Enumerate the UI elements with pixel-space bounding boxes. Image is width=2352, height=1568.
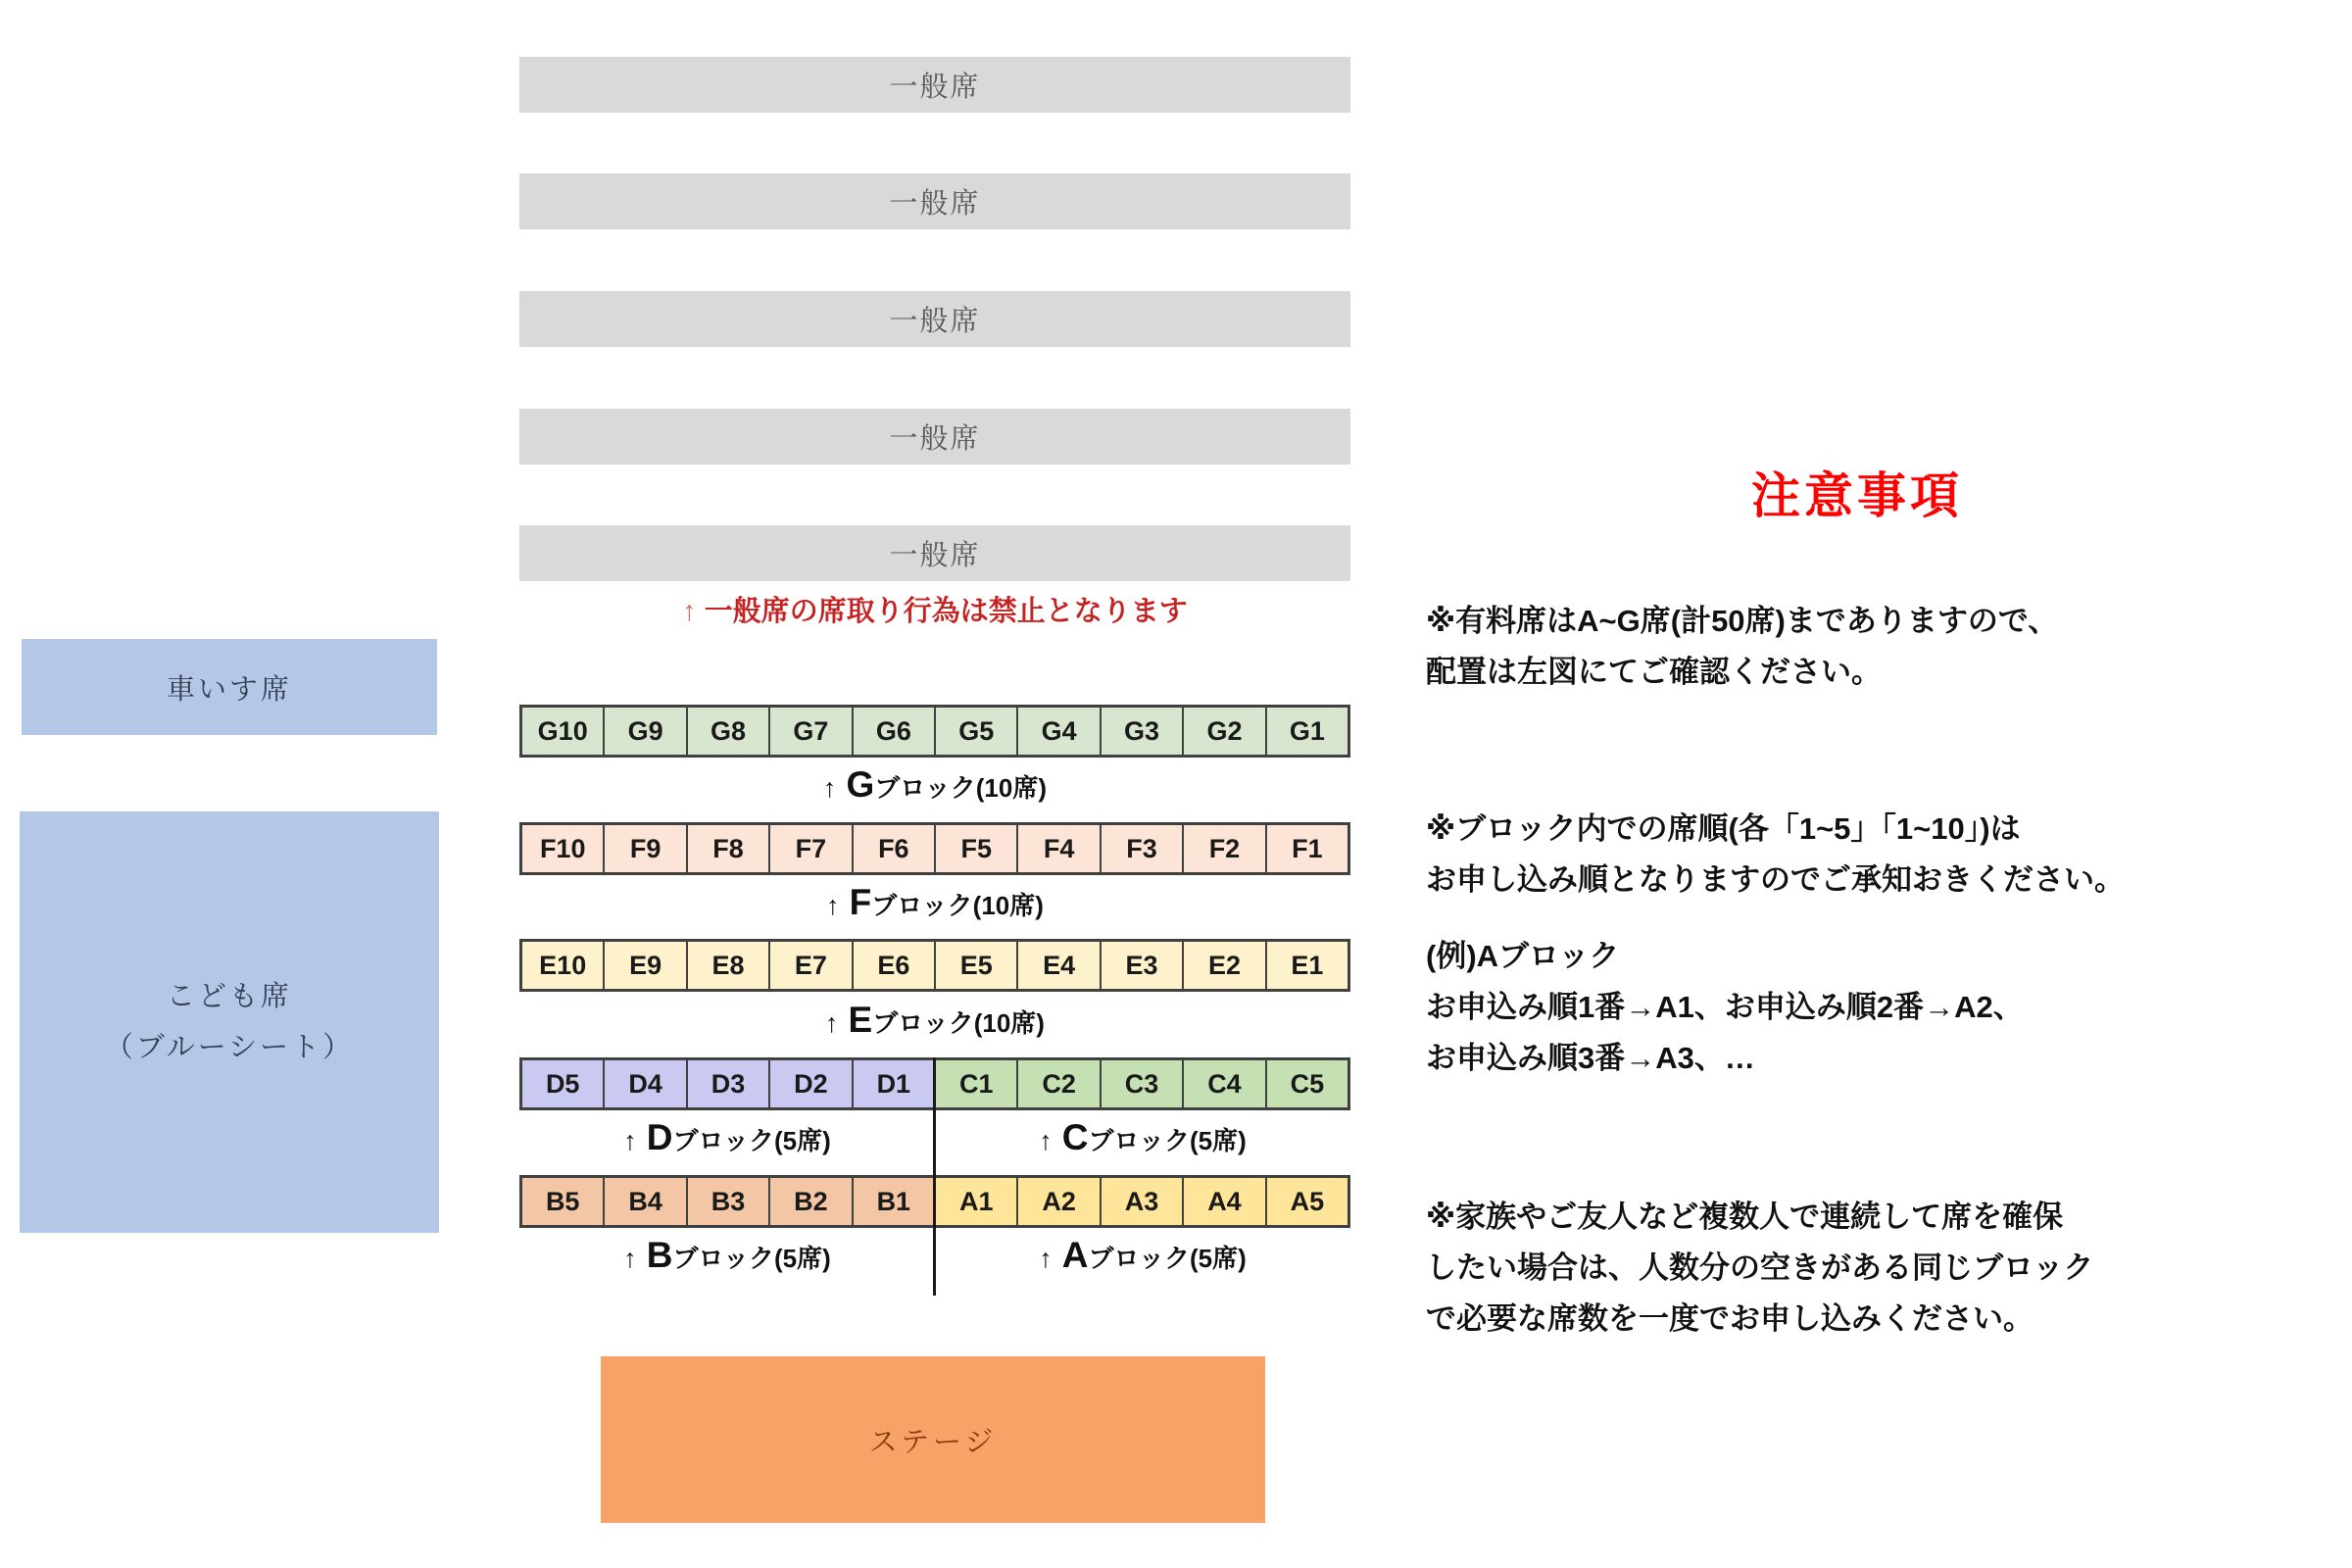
seat-cell-g6: G6 [852,708,934,755]
block-label-d [519,1117,935,1160]
block-label-b [519,1235,935,1278]
seat-cell-e5: E5 [934,942,1016,989]
block-label-c [935,1117,1350,1160]
block-letter: B [646,1235,673,1275]
seat-cell-d5: D5 [522,1060,603,1107]
general-seat-bar [519,291,1350,347]
note-line: お申込み順1番→A1、お申込み順2番→A2、 [1426,990,2024,1024]
seat-cell-g9: G9 [603,708,685,755]
seat-cell-a4: A4 [1182,1178,1264,1225]
seat-cell-b3: B3 [686,1178,768,1225]
stage-box [601,1356,1265,1523]
no-seat-saving-notice [519,589,1350,629]
seat-cell-f3: F3 [1100,825,1182,872]
seat-cell-d3: D3 [686,1060,768,1107]
wheelchair-seats-box [22,639,437,735]
general-seat-label: 一般席 [889,188,981,220]
general-seat-bar [519,57,1350,113]
seat-cell-g2: G2 [1182,708,1264,755]
seat-cell-g10: G10 [522,708,603,755]
seat-cell-f2: F2 [1182,825,1264,872]
seat-cell-g4: G4 [1016,708,1099,755]
seat-cell-g8: G8 [686,708,768,755]
seat-cell-f8: F8 [686,825,768,872]
block-suffix: ブロック(5席) [672,1126,831,1155]
block-suffix: ブロック(10席) [872,1008,1045,1038]
note-paragraph-4 [1426,1192,2352,1345]
block-letter: F [849,882,872,922]
stage-label: ステージ [868,1426,998,1458]
general-seat-label: 一般席 [889,72,981,103]
note-line: お申し込み順となりますのでご承知おきください。 [1426,862,2125,897]
seat-cell-f7: F7 [768,825,851,872]
seat-cell-f6: F6 [852,825,934,872]
block-letter: C [1061,1117,1089,1157]
notice-text: 一般席の席取り行為は禁止となります [704,596,1188,627]
seat-cell-e1: E1 [1265,942,1348,989]
note-line: お申込み順3番→A3、… [1426,1041,1755,1075]
note-line: (例)Aブロック [1426,939,1620,973]
general-seat-label: 一般席 [889,423,981,455]
seat-cell-e3: E3 [1100,942,1182,989]
seat-cell-e9: E9 [603,942,685,989]
seat-cell-c2: C2 [1016,1060,1099,1107]
seat-cell-c3: C3 [1100,1060,1182,1107]
seat-cell-f1: F1 [1265,825,1348,872]
seat-row-g [519,705,1350,758]
children-seats-sublabel: （ブルーシート） [104,1032,355,1063]
block-suffix: ブロック(5席) [1088,1126,1247,1155]
seat-cell-e7: E7 [768,942,851,989]
wheelchair-seats-label: 車いす席 [166,673,292,706]
block-label-f [519,882,1350,925]
general-seat-bar [519,173,1350,229]
seat-cell-a2: A2 [1016,1178,1099,1225]
seat-cell-g3: G3 [1100,708,1182,755]
note-paragraph-1 [1426,596,2352,698]
seat-cell-c1: C1 [934,1060,1016,1107]
up-arrow-icon: ↑ [623,1244,637,1273]
block-letter: A [1061,1235,1089,1275]
seat-cell-f5: F5 [934,825,1016,872]
seat-cell-g7: G7 [768,708,851,755]
seat-cell-a3: A3 [1100,1178,1182,1225]
note-line: したい場合は、人数分の空きがある同じブロック [1426,1250,2094,1285]
block-letter: G [846,764,875,805]
seat-row-f [519,822,1350,875]
seat-cell-f10: F10 [522,825,603,872]
note-line: ※ブロック内での席順(各「1~5」「1~10」)は [1426,811,2021,846]
block-suffix: ブロック(10席) [871,891,1044,920]
general-seat-label: 一般席 [889,540,981,571]
seat-cell-b1: B1 [852,1178,934,1225]
seat-cell-b5: B5 [522,1178,603,1225]
seat-cell-g5: G5 [934,708,1016,755]
up-arrow-icon: ↑ [825,1008,839,1038]
general-seat-label: 一般席 [889,306,981,337]
seat-cell-c5: C5 [1265,1060,1348,1107]
up-arrow-icon: ↑ [623,1126,637,1155]
seat-cell-d4: D4 [603,1060,685,1107]
notes-title: 注意事項 [1751,468,1963,523]
note-paragraph-3 [1426,931,2352,1084]
seat-cell-a5: A5 [1265,1178,1348,1225]
note-paragraph-2 [1426,804,2352,906]
general-seat-bar [519,409,1350,465]
block-suffix: ブロック(5席) [1088,1244,1247,1273]
seat-cell-a1: A1 [934,1178,1016,1225]
seat-cell-d1: D1 [852,1060,934,1107]
block-suffix: ブロック(10席) [874,773,1047,803]
block-letter: D [646,1117,673,1157]
seat-cell-b4: B4 [603,1178,685,1225]
up-arrow-icon: ↑ [1039,1244,1053,1273]
block-label-g [519,764,1350,808]
seat-cell-e6: E6 [852,942,934,989]
seat-cell-e10: E10 [522,942,603,989]
seat-cell-f4: F4 [1016,825,1099,872]
note-line: ※有料席はA~G席(計50席)までありますので、 [1426,604,2059,638]
note-line: 配置は左図にてご確認ください。 [1426,655,1882,689]
seat-cell-e4: E4 [1016,942,1099,989]
up-arrow-icon: ↑ [826,891,840,920]
block-label-e [519,1000,1350,1043]
up-arrow-icon: ↑ [1039,1126,1053,1155]
children-seats-box [20,811,439,1233]
block-divider-line [933,1057,936,1296]
seat-cell-e2: E2 [1182,942,1264,989]
seat-row-e [519,939,1350,992]
seat-cell-d2: D2 [768,1060,851,1107]
general-seat-bar [519,525,1350,581]
seat-cell-f9: F9 [603,825,685,872]
seat-cell-c4: C4 [1182,1060,1264,1107]
up-arrow-icon: ↑ [823,773,837,803]
children-seats-label: こども席 [166,981,292,1012]
note-line: で必要な席数を一度でお申し込みください。 [1426,1301,2034,1336]
up-arrow-icon: ↑ [682,596,697,627]
note-line: ※家族やご友人など複数人で連続して席を確保 [1426,1200,2064,1234]
block-letter: E [848,1000,873,1040]
seat-cell-g1: G1 [1265,708,1348,755]
block-suffix: ブロック(5席) [672,1244,831,1273]
block-label-a [935,1235,1350,1278]
seat-cell-e8: E8 [686,942,768,989]
seat-cell-b2: B2 [768,1178,851,1225]
